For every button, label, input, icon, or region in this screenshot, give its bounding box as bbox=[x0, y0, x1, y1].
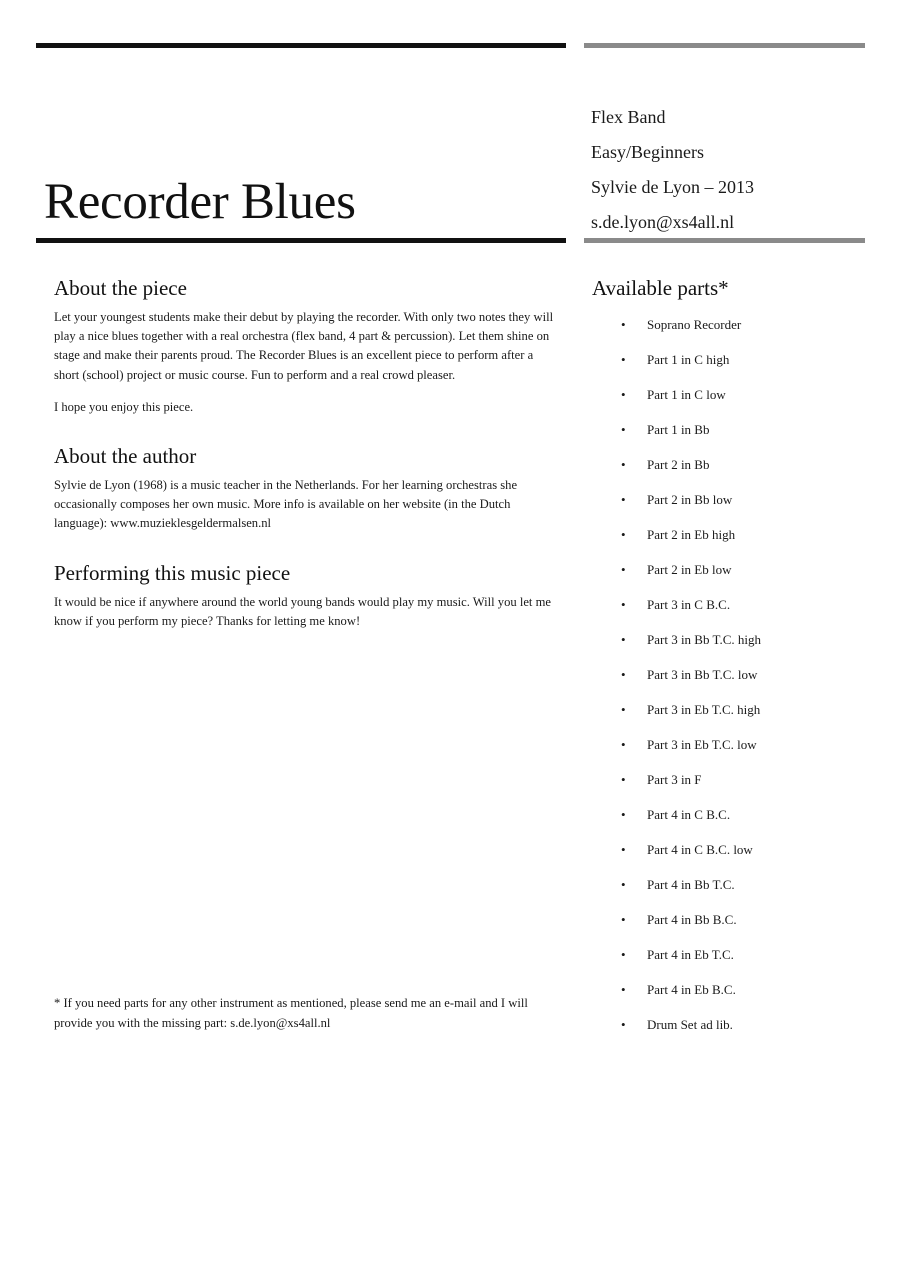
top-rule-right bbox=[584, 43, 865, 48]
part-label: Part 2 in Bb low bbox=[647, 492, 733, 507]
list-item bbox=[592, 873, 862, 908]
list-item bbox=[592, 803, 862, 838]
part-label: Part 1 in C high bbox=[647, 352, 730, 367]
bullet-icon: • bbox=[621, 842, 626, 857]
part-label: Part 4 in Bb T.C. bbox=[647, 877, 735, 892]
list-item bbox=[592, 523, 862, 558]
part-label: Part 2 in Eb low bbox=[647, 562, 732, 577]
bullet-icon: • bbox=[621, 632, 626, 647]
part-label: Part 3 in C B.C. bbox=[647, 597, 731, 612]
part-label: Part 2 in Bb bbox=[647, 457, 710, 472]
header-rule-right bbox=[584, 238, 865, 243]
part-label: Part 4 in C B.C. low bbox=[647, 842, 753, 857]
about-author-section bbox=[54, 440, 554, 534]
footnote: * If you need parts for any other instrument as mentioned, please send me an e-mail and I will provide you with the missing part: s.de.lyon@xs4all.nl bbox=[54, 996, 528, 1030]
performing-heading: Performing this music piece bbox=[54, 560, 291, 585]
bullet-icon: • bbox=[621, 877, 626, 892]
part-label: Part 4 in Eb T.C. bbox=[647, 947, 734, 962]
list-item bbox=[592, 768, 862, 803]
list-item bbox=[592, 838, 862, 873]
meta-level: Easy/Beginners bbox=[591, 142, 704, 162]
part-label: Part 3 in F bbox=[647, 772, 702, 787]
part-label: Part 3 in Bb T.C. high bbox=[647, 632, 761, 647]
part-label: Soprano Recorder bbox=[647, 317, 742, 332]
bullet-icon: • bbox=[621, 352, 626, 367]
parts-column bbox=[592, 272, 862, 1048]
bullet-icon: • bbox=[621, 982, 626, 997]
bullet-icon: • bbox=[621, 387, 626, 402]
parts-heading: Available parts* bbox=[592, 276, 729, 300]
part-label: Drum Set ad lib. bbox=[647, 1017, 733, 1032]
part-label: Part 3 in Eb T.C. low bbox=[647, 737, 757, 752]
about-piece-section bbox=[54, 272, 554, 417]
header-rule-left bbox=[36, 238, 566, 243]
meta-email: s.de.lyon@xs4all.nl bbox=[591, 212, 735, 232]
list-item bbox=[592, 698, 862, 733]
about-piece-closing: I hope you enjoy this piece. bbox=[54, 399, 194, 414]
part-label: Part 2 in Eb high bbox=[647, 527, 736, 542]
performing-section bbox=[54, 557, 554, 631]
bullet-icon: • bbox=[621, 597, 626, 612]
description-column bbox=[54, 272, 554, 631]
list-item bbox=[592, 558, 862, 593]
about-author-paragraph: Sylvie de Lyon (1968) is a music teacher in the Netherlands. For her learning orchestras she occasionally composes her own music. More info is available on her website (in the Dutch language): www.muzieklesgeldermalsen.nl bbox=[54, 478, 518, 531]
part-label: Part 4 in Eb B.C. bbox=[647, 982, 736, 997]
bullet-icon: • bbox=[621, 702, 626, 717]
list-item bbox=[592, 453, 862, 488]
parts-list bbox=[592, 313, 862, 1048]
bullet-icon: • bbox=[621, 947, 626, 962]
part-label: Part 3 in Bb T.C. low bbox=[647, 667, 758, 682]
bullet-icon: • bbox=[621, 527, 626, 542]
about-piece-paragraph: Let your youngest students make their debut by playing the recorder. With only two notes they will play a nice blues together with a real orchestra (flex band, 4 part & percussion). Let them shine on stage and make their parents proud. The Recorder Blues is an excellent piece to perform after a short (school) project or music course. Fun to perform and a real crowd pleaser. bbox=[54, 310, 554, 382]
bullet-icon: • bbox=[621, 1017, 626, 1032]
bullet-icon: • bbox=[621, 317, 626, 332]
list-item bbox=[592, 943, 862, 978]
piece-meta bbox=[591, 100, 861, 240]
part-label: Part 3 in Eb T.C. high bbox=[647, 702, 761, 717]
list-item bbox=[592, 418, 862, 453]
bullet-icon: • bbox=[621, 667, 626, 682]
about-piece-heading: About the piece bbox=[54, 276, 187, 300]
list-item bbox=[592, 978, 862, 1013]
performing-paragraph: It would be nice if anywhere around the world young bands would play my music. Will you let me know if you perform my piece? Thanks for letting me know! bbox=[54, 594, 551, 628]
list-item bbox=[592, 313, 862, 348]
part-label: Part 1 in C low bbox=[647, 387, 726, 402]
meta-composer-year: Sylvie de Lyon – 2013 bbox=[591, 177, 754, 197]
top-rule-left bbox=[36, 43, 566, 48]
part-label: Part 1 in Bb bbox=[647, 422, 710, 437]
list-item bbox=[592, 1013, 862, 1048]
bullet-icon: • bbox=[621, 737, 626, 752]
meta-ensemble: Flex Band bbox=[591, 107, 666, 127]
bullet-icon: • bbox=[621, 562, 626, 577]
part-label: Part 4 in Bb B.C. bbox=[647, 912, 737, 927]
bullet-icon: • bbox=[621, 772, 626, 787]
list-item bbox=[592, 908, 862, 943]
list-item bbox=[592, 383, 862, 418]
list-item bbox=[592, 488, 862, 523]
bullet-icon: • bbox=[621, 492, 626, 507]
bullet-icon: • bbox=[621, 807, 626, 822]
list-item bbox=[592, 663, 862, 698]
part-label: Part 4 in C B.C. bbox=[647, 807, 731, 822]
list-item bbox=[592, 628, 862, 663]
bullet-icon: • bbox=[621, 422, 626, 437]
list-item bbox=[592, 733, 862, 768]
list-item bbox=[592, 348, 862, 383]
about-author-heading: About the author bbox=[54, 444, 197, 469]
bullet-icon: • bbox=[621, 457, 626, 472]
bullet-icon: • bbox=[621, 912, 626, 927]
list-item bbox=[592, 593, 862, 628]
page-title: Recorder Blues bbox=[44, 174, 356, 230]
